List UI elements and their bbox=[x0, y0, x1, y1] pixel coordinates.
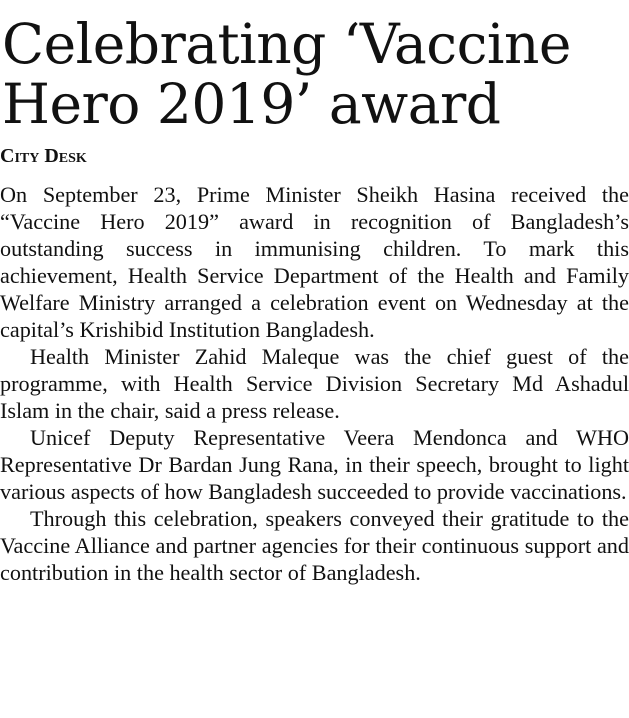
article-paragraph-3: Unicef Deputy Representative Veera Mendonca and WHO Representative Dr Bardan Jung Rana, in their speech, brought to light various aspects of how Bangladesh succeeded to provide vaccinations. bbox=[0, 425, 629, 504]
article-paragraph-1: On September 23, Prime Minister Sheikh Hasina received the “Vaccine Hero 2019” award in recognition of Bangladesh’s outstanding success in immunising children. To mark this achievement, Health Service Department of the Health and Family Welfare Ministry arranged a celebration event on Wednesday at the capital’s Krishibid Institution Bangladesh. bbox=[0, 182, 629, 342]
article-paragraph-4: Through this celebration, speakers conveyed their gratitude to the Vaccine Alliance and partner agencies for their continuous support and contribution in the health sector of Bangladesh. bbox=[0, 506, 629, 585]
article-paragraph-2: Health Minister Zahid Maleque was the chief guest of the programme, with Health Service Division Secretary Md Ashadul Islam in the chair, said a press release. bbox=[0, 344, 629, 423]
article-body bbox=[0, 181, 629, 586]
article-byline: City Desk bbox=[0, 145, 87, 167]
article-headline: Celebrating ‘Vaccine Hero 2019’ award bbox=[2, 12, 571, 136]
